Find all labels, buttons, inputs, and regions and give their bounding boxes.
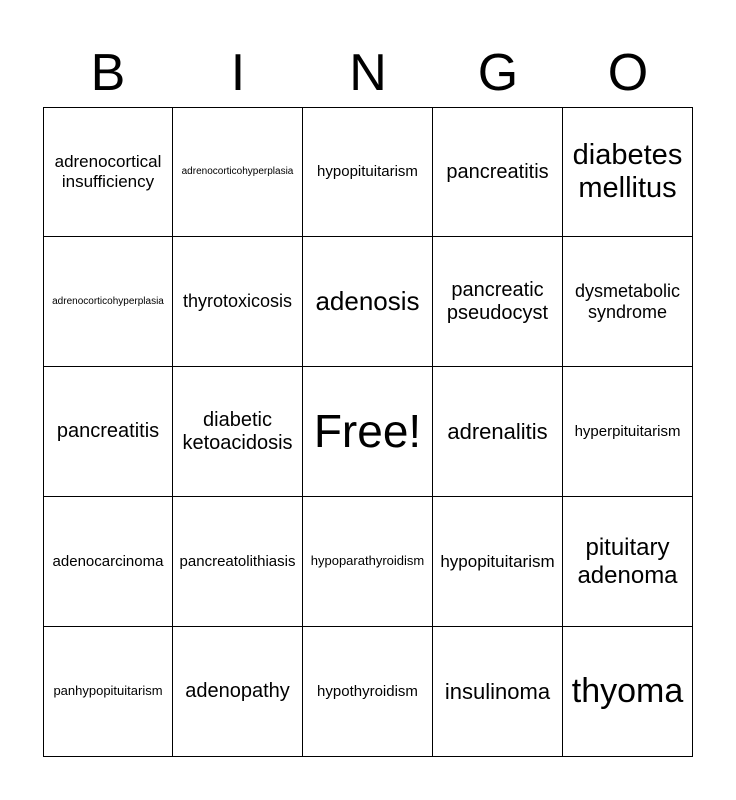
bingo-cell-r5-c1[interactable]: panhypopituitarism	[43, 627, 173, 757]
bingo-cell-r5-c2[interactable]: adenopathy	[173, 627, 303, 757]
bingo-cell-r3-c5[interactable]: hyperpituitarism	[563, 367, 693, 497]
bingo-cell-r3-c4[interactable]: adrenalitis	[433, 367, 563, 497]
bingo-cell-r2-c2[interactable]: thyrotoxicosis	[173, 237, 303, 367]
bingo-header	[43, 40, 693, 106]
bingo-cell-r1-c5[interactable]: diabetes mellitus	[563, 107, 693, 237]
bingo-cell-r1-c1[interactable]: adrenocortical insufficiency	[43, 107, 173, 237]
bingo-cell-r2-c3[interactable]: adenosis	[303, 237, 433, 367]
bingo-cell-r1-c3[interactable]: hypopituitarism	[303, 107, 433, 237]
bingo-cell-r4-c2[interactable]: pancreatolithiasis	[173, 497, 303, 627]
header-letter-n: N	[349, 44, 387, 102]
bingo-cell-r1-c4[interactable]: pancreatitis	[433, 107, 563, 237]
bingo-cell-r2-c1[interactable]: adrenocorticohyperplasia	[43, 237, 173, 367]
bingo-cell-r2-c4[interactable]: pancreatic pseudocyst	[433, 237, 563, 367]
bingo-cell-r4-c1[interactable]: adenocarcinoma	[43, 497, 173, 627]
bingo-cell-r4-c4[interactable]: hypopituitarism	[433, 497, 563, 627]
bingo-board	[43, 107, 693, 757]
free-space-cell[interactable]: Free!	[303, 367, 433, 497]
bingo-cell-r4-c3[interactable]: hypoparathyroidism	[303, 497, 433, 627]
bingo-cell-r5-c4[interactable]: insulinoma	[433, 627, 563, 757]
header-letter-b: B	[90, 44, 126, 102]
bingo-cell-r5-c3[interactable]: hypothyroidism	[303, 627, 433, 757]
header-letter-o: O	[607, 44, 649, 102]
bingo-cell-r4-c5[interactable]: pituitary adenoma	[563, 497, 693, 627]
bingo-cell-r3-c1[interactable]: pancreatitis	[43, 367, 173, 497]
bingo-cell-r3-c2[interactable]: diabetic ketoacidosis	[173, 367, 303, 497]
bingo-cell-r5-c5[interactable]: thyoma	[563, 627, 693, 757]
bingo-cell-r1-c2[interactable]: adrenocorticohyperplasia	[173, 107, 303, 237]
header-letter-g: G	[477, 44, 519, 102]
header-letter-i: I	[230, 44, 246, 102]
bingo-cell-r2-c5[interactable]: dysmetabolic syndrome	[563, 237, 693, 367]
